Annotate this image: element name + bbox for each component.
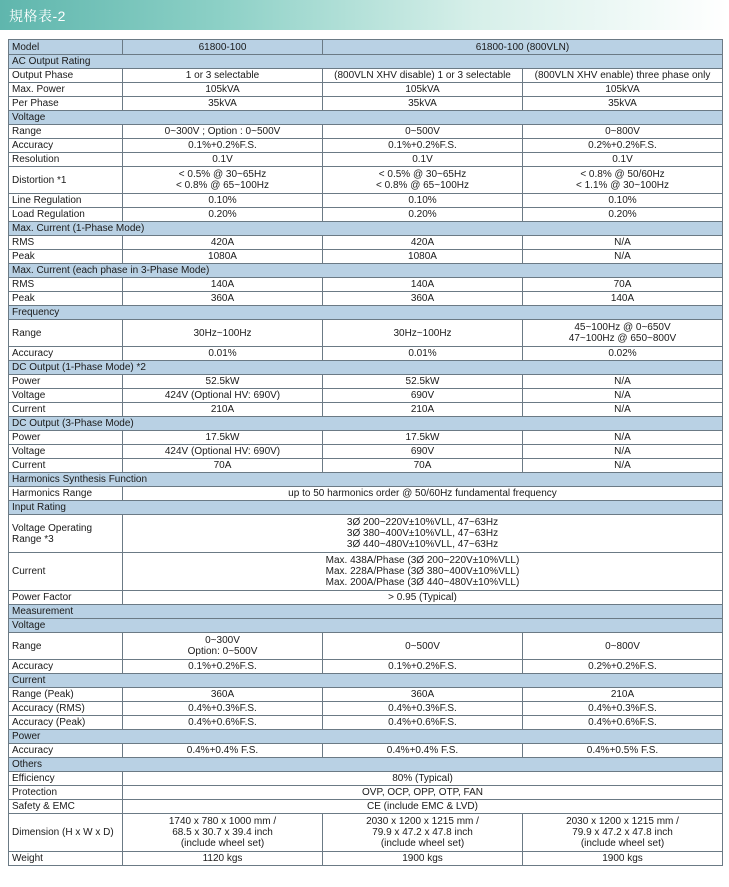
row-value-col3: 140A	[523, 292, 723, 306]
row-label: Efficiency	[9, 772, 123, 786]
row-value-col3: N/A	[523, 445, 723, 459]
section-label: DC Output (3-Phase Mode)	[9, 417, 723, 431]
table-row	[9, 553, 723, 591]
row-value-col2: 0.01%	[323, 347, 523, 361]
section-label: DC Output (1-Phase Mode) *2	[9, 361, 723, 375]
row-label: RMS	[9, 278, 123, 292]
row-value-col3: 0~800V	[523, 633, 723, 660]
row-value-col2: 360A	[323, 292, 523, 306]
table-row	[9, 69, 723, 83]
cell-line: 3Ø 200~220V±10%VLL, 47~63Hz	[346, 517, 499, 528]
table-row	[9, 459, 723, 473]
row-label: Peak	[9, 292, 123, 306]
table-header-row	[9, 40, 723, 55]
header-model-label: Model	[9, 40, 123, 55]
row-value-col2: 690V	[323, 389, 523, 403]
cell-line: (include wheel set)	[580, 838, 665, 849]
row-label: Output Phase	[9, 69, 123, 83]
table-row	[9, 800, 723, 814]
cell-line: (include wheel set)	[180, 838, 265, 849]
section-label: Voltage	[9, 619, 723, 633]
section-label: Power	[9, 730, 723, 744]
table-row	[9, 431, 723, 445]
section-label: Max. Current (each phase in 3-Phase Mode)	[9, 264, 723, 278]
section-row	[9, 674, 723, 688]
row-value-col1: 17.5kW	[123, 431, 323, 445]
cell-line: Max. 200A/Phase (3Ø 440~480V±10%VLL)	[325, 577, 520, 588]
row-label: Safety & EMC	[9, 800, 123, 814]
row-value-col3	[523, 320, 723, 347]
row-value-col3	[523, 814, 723, 852]
row-value-col2: 0.10%	[323, 194, 523, 208]
row-value-col3: 70A	[523, 278, 723, 292]
row-value-col2: 0.4%+0.3%F.S.	[323, 702, 523, 716]
header-model-col1: 61800-100	[123, 40, 323, 55]
row-label: Power	[9, 375, 123, 389]
row-value-col2: 0~500V	[323, 633, 523, 660]
section-row	[9, 417, 723, 431]
section-label: Harmonics Synthesis Function	[9, 473, 723, 487]
row-value-col1: 30Hz~100Hz	[123, 320, 323, 347]
row-value-col1: 420A	[123, 236, 323, 250]
table-row	[9, 97, 723, 111]
table-row	[9, 236, 723, 250]
row-label: Resolution	[9, 153, 123, 167]
cell-line: 1740 x 780 x 1000 mm /	[168, 816, 277, 827]
table-row	[9, 250, 723, 264]
row-value-col3: 0.4%+0.3%F.S.	[523, 702, 723, 716]
row-value-col1: 1120 kgs	[123, 852, 323, 866]
table-row	[9, 852, 723, 866]
row-label: Protection	[9, 786, 123, 800]
row-value-col1: 0~300V ; Option : 0~500V	[123, 125, 323, 139]
row-label: Current	[9, 459, 123, 473]
row-value-col1: 0.4%+0.4% F.S.	[123, 744, 323, 758]
row-value-col1: 210A	[123, 403, 323, 417]
table-row	[9, 83, 723, 97]
row-label: Peak	[9, 250, 123, 264]
row-label: Range (Peak)	[9, 688, 123, 702]
table-row	[9, 786, 723, 800]
table-row	[9, 660, 723, 674]
spec-table	[8, 39, 723, 866]
table-row	[9, 702, 723, 716]
row-value-col2: 1080A	[323, 250, 523, 264]
row-value-col2: 140A	[323, 278, 523, 292]
cell-line: < 0.8% @ 65~100Hz	[376, 180, 469, 191]
row-value-col1: 424V (Optional HV: 690V)	[123, 389, 323, 403]
row-label: Range	[9, 125, 123, 139]
section-label: Frequency	[9, 306, 723, 320]
section-label: Current	[9, 674, 723, 688]
row-value-col2: 690V	[323, 445, 523, 459]
row-label: Accuracy	[9, 347, 123, 361]
row-value-col2: 0.20%	[323, 208, 523, 222]
cell-line: 2030 x 1200 x 1215 mm /	[566, 816, 679, 827]
row-value-span	[123, 515, 723, 553]
section-row	[9, 730, 723, 744]
row-value-col3: 0.20%	[523, 208, 723, 222]
row-value-col3: 35kVA	[523, 97, 723, 111]
row-label: RMS	[9, 236, 123, 250]
row-value-span: 80% (Typical)	[123, 772, 723, 786]
table-row	[9, 744, 723, 758]
row-value-col2: 0.1V	[323, 153, 523, 167]
row-value-col3	[523, 167, 723, 194]
row-value-col3: 105kVA	[523, 83, 723, 97]
cell-line: < 0.5% @ 30~65Hz	[378, 169, 467, 180]
row-value-span: OVP, OCP, OPP, OTP, FAN	[123, 786, 723, 800]
row-value-col2	[323, 167, 523, 194]
row-value-span	[123, 553, 723, 591]
section-row	[9, 473, 723, 487]
row-value-col2: 0.1%+0.2%F.S.	[323, 139, 523, 153]
row-value-col1	[123, 814, 323, 852]
row-label: Accuracy	[9, 744, 123, 758]
row-value-span: > 0.95 (Typical)	[123, 591, 723, 605]
row-label: Dimension (H x W x D)	[9, 814, 123, 852]
section-label: Voltage	[9, 111, 723, 125]
table-row	[9, 515, 723, 553]
row-value-col2: 0.4%+0.4% F.S.	[323, 744, 523, 758]
row-value-col3: 0.02%	[523, 347, 723, 361]
row-value-col1: 0.1V	[123, 153, 323, 167]
row-value-col1: 360A	[123, 688, 323, 702]
table-row	[9, 389, 723, 403]
row-value-col1	[123, 633, 323, 660]
section-label: Max. Current (1-Phase Mode)	[9, 222, 723, 236]
row-value-col1: 0.1%+0.2%F.S.	[123, 139, 323, 153]
table-row	[9, 347, 723, 361]
row-value-col1: 35kVA	[123, 97, 323, 111]
cell-line: 47~100Hz @ 650~800V	[568, 333, 677, 344]
cell-line: 45~100Hz @ 0~650V	[574, 322, 671, 333]
row-label: Accuracy	[9, 660, 123, 674]
row-value-col3: N/A	[523, 375, 723, 389]
row-value-col2	[323, 814, 523, 852]
section-row	[9, 605, 723, 619]
section-row	[9, 501, 723, 515]
cell-line: 79.9 x 47.2 x 47.8 inch	[572, 827, 673, 838]
cell-line: 2030 x 1200 x 1215 mm /	[366, 816, 479, 827]
row-value-col3: 0.4%+0.5% F.S.	[523, 744, 723, 758]
section-label: Input Rating	[9, 501, 723, 515]
cell-line: Option: 0~500V	[187, 646, 258, 657]
row-value-col1: 105kVA	[123, 83, 323, 97]
row-value-col2: 360A	[323, 688, 523, 702]
row-value-col2: (800VLN XHV disable) 1 or 3 selectable	[323, 69, 523, 83]
section-row	[9, 306, 723, 320]
row-label: Power	[9, 431, 123, 445]
row-label: Range	[9, 320, 123, 347]
cell-line: Max. 228A/Phase (3Ø 380~400V±10%VLL)	[325, 566, 520, 577]
row-value-col2: 0.4%+0.6%F.S.	[323, 716, 523, 730]
row-value-col2: 52.5kW	[323, 375, 523, 389]
row-label: Voltage Operating Range *3	[9, 515, 123, 553]
cell-line: Max. 438A/Phase (3Ø 200~220V±10%VLL)	[325, 555, 520, 566]
row-value-col1: 0.10%	[123, 194, 323, 208]
cell-line: < 0.5% @ 30~65Hz	[178, 169, 267, 180]
row-label: Max. Power	[9, 83, 123, 97]
section-row	[9, 55, 723, 69]
section-row	[9, 619, 723, 633]
cell-line: < 1.1% @ 30~100Hz	[576, 180, 669, 191]
row-value-col2: 0~500V	[323, 125, 523, 139]
table-row	[9, 153, 723, 167]
row-label: Weight	[9, 852, 123, 866]
table-row	[9, 375, 723, 389]
table-row	[9, 292, 723, 306]
page-title: 規格表-2	[9, 8, 66, 24]
section-row	[9, 758, 723, 772]
row-label: Range	[9, 633, 123, 660]
row-value-col1: 0.4%+0.6%F.S.	[123, 716, 323, 730]
row-value-col3: N/A	[523, 250, 723, 264]
row-value-col3: (800VLN XHV enable) three phase only	[523, 69, 723, 83]
section-row	[9, 111, 723, 125]
row-value-col2: 105kVA	[323, 83, 523, 97]
cell-line: 68.5 x 30.7 x 39.4 inch	[172, 827, 273, 838]
row-value-col1: 0.01%	[123, 347, 323, 361]
row-label: Accuracy (Peak)	[9, 716, 123, 730]
table-row	[9, 167, 723, 194]
section-row	[9, 361, 723, 375]
row-value-col1: 1080A	[123, 250, 323, 264]
table-row	[9, 403, 723, 417]
row-value-col3: N/A	[523, 459, 723, 473]
cell-line: 3Ø 380~400V±10%VLL, 47~63Hz	[346, 528, 499, 539]
cell-line: 3Ø 440~480V±10%VLL, 47~63Hz	[346, 539, 499, 550]
table-row	[9, 278, 723, 292]
row-value-span: CE (include EMC & LVD)	[123, 800, 723, 814]
table-row	[9, 208, 723, 222]
row-value-col2: 70A	[323, 459, 523, 473]
row-value-col1: 424V (Optional HV: 690V)	[123, 445, 323, 459]
cell-line: 79.9 x 47.2 x 47.8 inch	[372, 827, 473, 838]
row-label: Voltage	[9, 445, 123, 459]
row-label: Distortion *1	[9, 167, 123, 194]
row-label: Current	[9, 553, 123, 591]
row-value-col2: 210A	[323, 403, 523, 417]
cell-line: (include wheel set)	[380, 838, 465, 849]
row-value-col3: 210A	[523, 688, 723, 702]
row-value-col1: 1 or 3 selectable	[123, 69, 323, 83]
row-value-col3: 1900 kgs	[523, 852, 723, 866]
table-row	[9, 445, 723, 459]
row-value-col2: 420A	[323, 236, 523, 250]
row-value-col3: N/A	[523, 403, 723, 417]
cell-line: < 0.8% @ 65~100Hz	[176, 180, 269, 191]
table-row	[9, 125, 723, 139]
section-label: Others	[9, 758, 723, 772]
table-row	[9, 320, 723, 347]
row-value-col2: 30Hz~100Hz	[323, 320, 523, 347]
row-value-col1: 52.5kW	[123, 375, 323, 389]
section-label: AC Output Rating	[9, 55, 723, 69]
row-value-col1: 0.1%+0.2%F.S.	[123, 660, 323, 674]
row-label: Per Phase	[9, 97, 123, 111]
row-value-col3: N/A	[523, 236, 723, 250]
row-value-col3: 0.1V	[523, 153, 723, 167]
row-value-span: up to 50 harmonics order @ 50/60Hz fundamental frequency	[123, 487, 723, 501]
row-value-col1: 0.4%+0.3%F.S.	[123, 702, 323, 716]
table-row	[9, 591, 723, 605]
table-row	[9, 716, 723, 730]
table-row	[9, 814, 723, 852]
row-label: Accuracy	[9, 139, 123, 153]
row-value-col1: 0.20%	[123, 208, 323, 222]
row-value-col1	[123, 167, 323, 194]
section-row	[9, 222, 723, 236]
row-value-col2: 0.1%+0.2%F.S.	[323, 660, 523, 674]
row-value-col2: 35kVA	[323, 97, 523, 111]
table-row	[9, 194, 723, 208]
row-value-col1: 360A	[123, 292, 323, 306]
row-value-col2: 1900 kgs	[323, 852, 523, 866]
row-value-col3: 0.2%+0.2%F.S.	[523, 660, 723, 674]
row-value-col1: 70A	[123, 459, 323, 473]
row-label: Power Factor	[9, 591, 123, 605]
row-value-col3: 0.10%	[523, 194, 723, 208]
table-row	[9, 487, 723, 501]
table-row	[9, 688, 723, 702]
row-label: Current	[9, 403, 123, 417]
title-banner	[0, 0, 729, 30]
section-label: Measurement	[9, 605, 723, 619]
row-label: Line Regulation	[9, 194, 123, 208]
cell-line: < 0.8% @ 50/60Hz	[580, 169, 665, 180]
row-label: Load Regulation	[9, 208, 123, 222]
table-row	[9, 139, 723, 153]
row-label: Voltage	[9, 389, 123, 403]
row-value-col3: N/A	[523, 431, 723, 445]
section-row	[9, 264, 723, 278]
row-value-col3: N/A	[523, 389, 723, 403]
row-label: Accuracy (RMS)	[9, 702, 123, 716]
row-value-col3: 0.4%+0.6%F.S.	[523, 716, 723, 730]
row-value-col3: 0.2%+0.2%F.S.	[523, 139, 723, 153]
table-row	[9, 772, 723, 786]
row-value-col2: 17.5kW	[323, 431, 523, 445]
row-value-col3: 0~800V	[523, 125, 723, 139]
row-label: Harmonics Range	[9, 487, 123, 501]
header-model-col2: 61800-100 (800VLN)	[323, 40, 723, 55]
table-row	[9, 633, 723, 660]
row-value-col1: 140A	[123, 278, 323, 292]
cell-line: 0~300V	[205, 635, 240, 646]
